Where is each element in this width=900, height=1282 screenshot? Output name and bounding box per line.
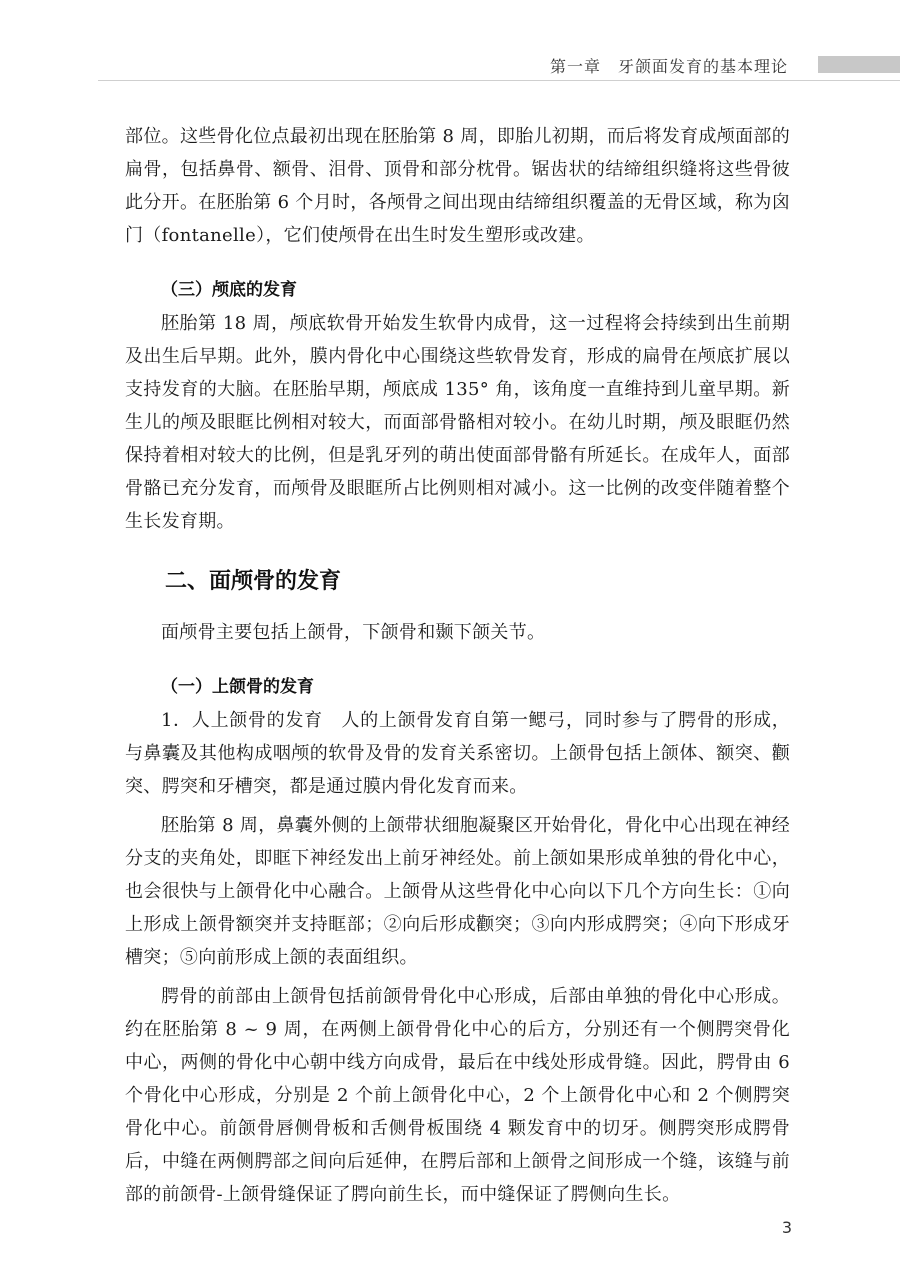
paragraph-skull-base: 胚胎第 18 周，颅底软骨开始发生软骨内成骨，这一过程将会持续到出生前期及出生后早期。此外，膜内骨化中心围绕这些软骨发育，形成的扁骨在颅底扩展以支持发育的大脑。在胚胎早期，颅底成 135° 角，该角度一直维持到儿童早期。新生儿的颅及眼眶比例相对较大，而面部骨骼相对较小。在幼儿时期，颅及眼眶仍然保持着相对较大的比例，但是乳牙列的萌出使面部骨骼有所延长。在成年人，面部骨骼已充分发育，而颅骨及眼眶所占比例则相对减小。这一比例的改变伴随着整个生长发育期。: [125, 313, 790, 532]
heading-skull-base: （三）颅底的发育: [161, 280, 297, 300]
chapter-title: 第一章 牙颌面发育的基本理论: [549, 57, 788, 76]
paragraph-maxilla-1: 1．人上颌骨的发育 人的上颌骨发育自第一鳃弓，同时参与了腭骨的形成，与鼻囊及其他构成咽颅的软骨及骨的发育关系密切。上颌骨包括上颌体、额突、颧突、腭突和牙槽突，都是通过膜内骨化发育而来。: [125, 710, 790, 797]
paragraph-facial-intro: 面颅骨主要包括上颌骨，下颌骨和颞下颌关节。: [161, 622, 546, 643]
section-heading-facial-bones: 二、面颅骨的发育: [165, 569, 342, 594]
paragraph-maxilla-3: 腭骨的前部由上颌骨包括前颌骨骨化中心形成，后部由单独的骨化中心形成。约在胚胎第 8 ~ 9 周，在两侧上颌骨骨化中心的后方，分别还有一个侧腭突骨化中心，两侧的骨化中心朝中线方向成骨，最后在中线处形成骨缝。因此，腭骨由 6 个骨化中心形成，分别是 2 个前上颌骨化中心，2 个上颌骨化中心和 2 个侧腭突骨化中心。前颌骨唇侧骨板和舌侧骨板围绕 4 颗发育中的切牙。侧腭突形成腭骨后，中缝在两侧腭部之间向后延伸，在腭后部和上颌骨之间形成一个缝，该缝与前部的前颌骨-上颌骨缝保证了腭向前生长，而中缝保证了腭侧向生长。: [125, 986, 790, 1205]
running-header: [0, 52, 900, 82]
page-number: 3: [781, 1218, 792, 1237]
paragraph-maxilla-2: 胚胎第 8 周，鼻囊外侧的上颌带状细胞凝聚区开始骨化，骨化中心出现在神经分支的夹角处，即眶下神经发出上前牙神经处。前上颌如果形成单独的骨化中心，也会很快与上颌骨化中心融合。上颌骨从这些骨化中心向以下几个方向生长：①向上形成上颌骨额突并支持眶部；②向后形成颧突；③向内形成腭突；④向下形成牙槽突；⑤向前形成上颌的表面组织。: [125, 815, 790, 968]
header-rule: [98, 80, 900, 81]
page-content: [125, 120, 790, 1211]
paragraph-intro: 部位。这些骨化位点最初出现在胚胎第 8 周，即胎儿初期，而后将发育成颅面部的扁骨，包括鼻骨、额骨、泪骨、顶骨和部分枕骨。锯齿状的结缔组织缝将这些骨彼此分开。在胚胎第 6 个月时，各颅骨之间出现由结缔组织覆盖的无骨区域，称为囟门（fontanelle），它们使颅骨在出生时发生塑形或改建。: [125, 126, 790, 246]
header-gray-bar: [818, 56, 900, 73]
heading-maxilla: （一）上颌骨的发育: [161, 677, 314, 697]
